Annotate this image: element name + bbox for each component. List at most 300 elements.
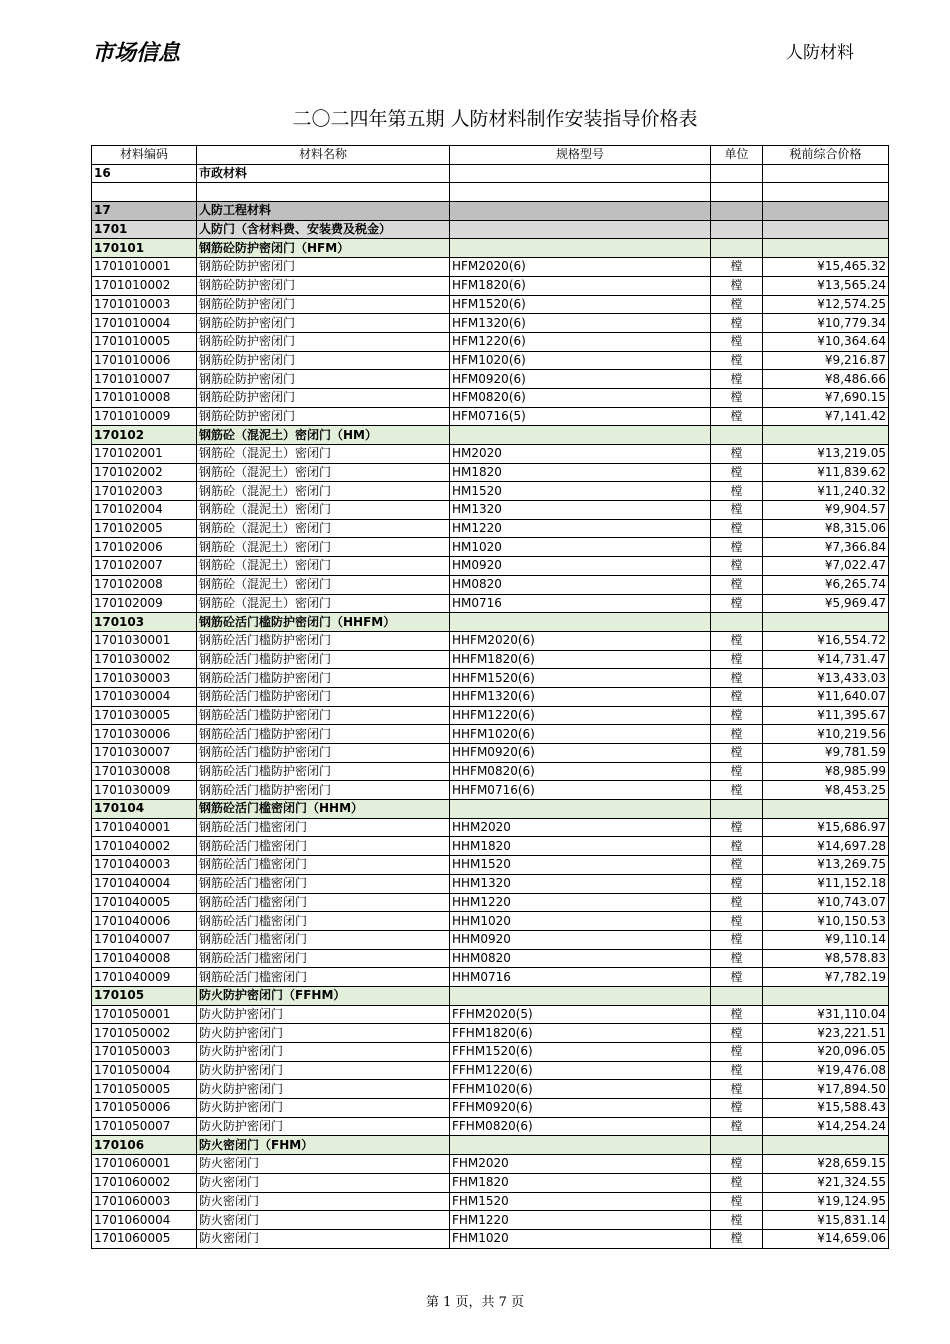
cell-name: 市政材料 bbox=[197, 164, 450, 183]
cell-spec: HHFM1320(6) bbox=[450, 687, 711, 706]
cell-code: 1701030007 bbox=[92, 744, 197, 763]
cell-spec: HHM0716 bbox=[450, 968, 711, 987]
cell-name: 钢筋砼（混泥土）密闭门 bbox=[197, 445, 450, 464]
cell-name: 防火防护密闭门 bbox=[197, 1080, 450, 1099]
cell-spec: HHFM2020(6) bbox=[450, 631, 711, 650]
cell-price bbox=[763, 800, 889, 819]
cell-price: ¥7,366.84 bbox=[763, 538, 889, 557]
cell-unit: 樘 bbox=[711, 445, 763, 464]
cell-price bbox=[763, 613, 889, 632]
cell-unit: 樘 bbox=[711, 1024, 763, 1043]
cell-name: 人防门（含材料费、安装费及税金） bbox=[197, 220, 450, 239]
cell-code: 1701040008 bbox=[92, 949, 197, 968]
cell-price: ¥10,743.07 bbox=[763, 893, 889, 912]
cell-spec: HHM2020 bbox=[450, 818, 711, 837]
cell-spec: FFHM1020(6) bbox=[450, 1080, 711, 1099]
cell-code: 170102007 bbox=[92, 557, 197, 576]
cell-unit: 樘 bbox=[711, 538, 763, 557]
table-row bbox=[92, 183, 889, 202]
cell-code: 1701030004 bbox=[92, 687, 197, 706]
cell-spec: FFHM2020(5) bbox=[450, 1005, 711, 1024]
cell-unit: 樘 bbox=[711, 370, 763, 389]
table-row bbox=[92, 762, 889, 781]
cell-price: ¥6,265.74 bbox=[763, 575, 889, 594]
table-row bbox=[92, 351, 889, 370]
table-header-row bbox=[92, 146, 889, 165]
cell-unit: 樘 bbox=[711, 968, 763, 987]
cell-price: ¥19,476.08 bbox=[763, 1061, 889, 1080]
cell-price: ¥15,465.32 bbox=[763, 258, 889, 277]
cell-price: ¥10,150.53 bbox=[763, 912, 889, 931]
cell-unit bbox=[711, 1136, 763, 1155]
cell-price: ¥14,731.47 bbox=[763, 650, 889, 669]
cell-code: 1701040002 bbox=[92, 837, 197, 856]
cell-code: 170106 bbox=[92, 1136, 197, 1155]
cell-unit: 樘 bbox=[711, 781, 763, 800]
cell-code: 1701 bbox=[92, 220, 197, 239]
cell-unit bbox=[711, 220, 763, 239]
cell-unit bbox=[711, 426, 763, 445]
cell-price: ¥23,221.51 bbox=[763, 1024, 889, 1043]
cell-spec: HFM1520(6) bbox=[450, 295, 711, 314]
cell-unit: 樘 bbox=[711, 295, 763, 314]
table-row bbox=[92, 370, 889, 389]
cell-price: ¥17,894.50 bbox=[763, 1080, 889, 1099]
table-row bbox=[92, 1099, 889, 1118]
table-row bbox=[92, 276, 889, 295]
cell-unit: 樘 bbox=[711, 1155, 763, 1174]
cell-spec: HM1820 bbox=[450, 463, 711, 482]
cell-name: 钢筋砼活门槛防护密闭门 bbox=[197, 631, 450, 650]
cell-code: 170105 bbox=[92, 986, 197, 1005]
cell-code: 1701040004 bbox=[92, 874, 197, 893]
table-row bbox=[92, 930, 889, 949]
table-row bbox=[92, 631, 889, 650]
cell-spec: HHFM0716(6) bbox=[450, 781, 711, 800]
cell-name: 钢筋砼防护密闭门 bbox=[197, 295, 450, 314]
cell-unit: 樘 bbox=[711, 687, 763, 706]
cell-price: ¥7,782.19 bbox=[763, 968, 889, 987]
cell-spec: HHFM0820(6) bbox=[450, 762, 711, 781]
cell-code: 1701050004 bbox=[92, 1061, 197, 1080]
cell-price bbox=[763, 202, 889, 221]
table-row bbox=[92, 239, 889, 258]
cell-name: 钢筋砼（混泥土）密闭门 bbox=[197, 482, 450, 501]
cell-spec: HHFM1020(6) bbox=[450, 725, 711, 744]
cell-spec: HM1520 bbox=[450, 482, 711, 501]
cell-code: 1701060001 bbox=[92, 1155, 197, 1174]
cell-spec: FFHM1220(6) bbox=[450, 1061, 711, 1080]
table-row bbox=[92, 781, 889, 800]
cell-unit bbox=[711, 800, 763, 819]
cell-price bbox=[763, 239, 889, 258]
cell-code: 1701010007 bbox=[92, 370, 197, 389]
table-row bbox=[92, 575, 889, 594]
cell-price bbox=[763, 1136, 889, 1155]
cell-spec: HFM0716(5) bbox=[450, 407, 711, 426]
cell-name: 防火密闭门 bbox=[197, 1211, 450, 1230]
table-row bbox=[92, 1080, 889, 1099]
cell-unit: 樘 bbox=[711, 1192, 763, 1211]
cell-unit: 樘 bbox=[711, 949, 763, 968]
cell-spec: HFM1220(6) bbox=[450, 332, 711, 351]
cell-name: 钢筋砼活门槛防护密闭门（HHFM） bbox=[197, 613, 450, 632]
cell-spec: FHM1020 bbox=[450, 1229, 711, 1248]
cell-price: ¥15,686.97 bbox=[763, 818, 889, 837]
cell-price: ¥10,779.34 bbox=[763, 314, 889, 333]
cell-unit: 樘 bbox=[711, 519, 763, 538]
cell-price: ¥9,110.14 bbox=[763, 930, 889, 949]
table-row bbox=[92, 837, 889, 856]
cell-code: 17 bbox=[92, 202, 197, 221]
table-row bbox=[92, 912, 889, 931]
column-header-price: 税前综合价格 bbox=[763, 146, 889, 165]
cell-price: ¥28,659.15 bbox=[763, 1155, 889, 1174]
cell-price: ¥20,096.05 bbox=[763, 1043, 889, 1062]
cell-name: 钢筋砼防护密闭门（HFM） bbox=[197, 239, 450, 258]
cell-name: 钢筋砼活门槛防护密闭门 bbox=[197, 781, 450, 800]
cell-code: 1701050005 bbox=[92, 1080, 197, 1099]
cell-name: 钢筋砼活门槛防护密闭门 bbox=[197, 706, 450, 725]
table-row bbox=[92, 687, 889, 706]
cell-spec: FHM2020 bbox=[450, 1155, 711, 1174]
table-row bbox=[92, 407, 889, 426]
cell-spec: HM2020 bbox=[450, 445, 711, 464]
cell-spec: HFM2020(6) bbox=[450, 258, 711, 277]
cell-spec: HHFM1220(6) bbox=[450, 706, 711, 725]
cell-price: ¥7,141.42 bbox=[763, 407, 889, 426]
table-row bbox=[92, 893, 889, 912]
cell-code: 1701060004 bbox=[92, 1211, 197, 1230]
cell-name: 钢筋砼防护密闭门 bbox=[197, 332, 450, 351]
table-row bbox=[92, 1211, 889, 1230]
cell-spec: HHM1320 bbox=[450, 874, 711, 893]
cell-name: 钢筋砼（混泥土）密闭门 bbox=[197, 519, 450, 538]
cell-spec bbox=[450, 202, 711, 221]
cell-code: 1701010009 bbox=[92, 407, 197, 426]
cell-unit: 樘 bbox=[711, 725, 763, 744]
cell-unit: 樘 bbox=[711, 557, 763, 576]
table-row bbox=[92, 856, 889, 875]
cell-name: 钢筋砼防护密闭门 bbox=[197, 351, 450, 370]
cell-name: 钢筋砼活门槛密闭门 bbox=[197, 912, 450, 931]
cell-price: ¥8,453.25 bbox=[763, 781, 889, 800]
cell-unit: 樘 bbox=[711, 388, 763, 407]
column-header-name: 材料名称 bbox=[197, 146, 450, 165]
cell-name: 钢筋砼防护密闭门 bbox=[197, 407, 450, 426]
cell-unit bbox=[711, 164, 763, 183]
cell-unit bbox=[711, 183, 763, 202]
cell-code: 1701040007 bbox=[92, 930, 197, 949]
cell-unit: 樘 bbox=[711, 276, 763, 295]
column-header-unit: 单位 bbox=[711, 146, 763, 165]
cell-price: ¥8,985.99 bbox=[763, 762, 889, 781]
cell-price: ¥31,110.04 bbox=[763, 1005, 889, 1024]
table-row bbox=[92, 800, 889, 819]
table-row bbox=[92, 594, 889, 613]
cell-code: 1701010003 bbox=[92, 295, 197, 314]
cell-code bbox=[92, 183, 197, 202]
cell-price: ¥11,640.07 bbox=[763, 687, 889, 706]
cell-spec: HFM0820(6) bbox=[450, 388, 711, 407]
cell-spec: HFM1820(6) bbox=[450, 276, 711, 295]
cell-unit: 樘 bbox=[711, 856, 763, 875]
cell-code: 1701050007 bbox=[92, 1117, 197, 1136]
cell-name: 钢筋砼活门槛密闭门 bbox=[197, 930, 450, 949]
cell-name bbox=[197, 183, 450, 202]
cell-unit: 樘 bbox=[711, 407, 763, 426]
section-label: 人防材料 bbox=[786, 43, 854, 63]
cell-spec: FFHM1820(6) bbox=[450, 1024, 711, 1043]
cell-name: 钢筋砼（混泥土）密闭门 bbox=[197, 594, 450, 613]
cell-price: ¥11,839.62 bbox=[763, 463, 889, 482]
cell-code: 1701010008 bbox=[92, 388, 197, 407]
cell-unit: 樘 bbox=[711, 818, 763, 837]
cell-name: 钢筋砼活门槛防护密闭门 bbox=[197, 650, 450, 669]
cell-name: 钢筋砼活门槛防护密闭门 bbox=[197, 762, 450, 781]
cell-code: 1701030001 bbox=[92, 631, 197, 650]
table-row bbox=[92, 968, 889, 987]
cell-unit: 樘 bbox=[711, 837, 763, 856]
cell-spec bbox=[450, 1136, 711, 1155]
table-row bbox=[92, 949, 889, 968]
cell-price bbox=[763, 183, 889, 202]
cell-unit bbox=[711, 239, 763, 258]
cell-unit: 樘 bbox=[711, 912, 763, 931]
cell-name: 钢筋砼防护密闭门 bbox=[197, 388, 450, 407]
cell-name: 钢筋砼活门槛密闭门（HHM） bbox=[197, 800, 450, 819]
cell-spec: FHM1220 bbox=[450, 1211, 711, 1230]
cell-code: 170103 bbox=[92, 613, 197, 632]
cell-code: 1701030009 bbox=[92, 781, 197, 800]
cell-unit bbox=[711, 613, 763, 632]
cell-code: 170102 bbox=[92, 426, 197, 445]
publication-title: 市场信息 bbox=[92, 41, 181, 66]
cell-code: 170102002 bbox=[92, 463, 197, 482]
cell-price: ¥16,554.72 bbox=[763, 631, 889, 650]
cell-unit: 樘 bbox=[711, 1229, 763, 1248]
table-row bbox=[92, 1061, 889, 1080]
cell-spec: FFHM1520(6) bbox=[450, 1043, 711, 1062]
price-table bbox=[91, 145, 889, 1249]
table-row bbox=[92, 314, 889, 333]
cell-code: 1701030003 bbox=[92, 669, 197, 688]
cell-code: 16 bbox=[92, 164, 197, 183]
cell-name: 防火防护密闭门（FFHM） bbox=[197, 986, 450, 1005]
cell-price: ¥7,690.15 bbox=[763, 388, 889, 407]
cell-name: 钢筋砼防护密闭门 bbox=[197, 370, 450, 389]
cell-price: ¥14,659.06 bbox=[763, 1229, 889, 1248]
cell-spec bbox=[450, 183, 711, 202]
cell-unit: 樘 bbox=[711, 874, 763, 893]
cell-unit: 樘 bbox=[711, 650, 763, 669]
table-row bbox=[92, 650, 889, 669]
cell-unit: 樘 bbox=[711, 1080, 763, 1099]
cell-code: 1701010001 bbox=[92, 258, 197, 277]
cell-name: 防火防护密闭门 bbox=[197, 1117, 450, 1136]
cell-code: 1701030002 bbox=[92, 650, 197, 669]
cell-unit: 樘 bbox=[711, 631, 763, 650]
table-row bbox=[92, 164, 889, 183]
cell-name: 人防工程材料 bbox=[197, 202, 450, 221]
table-row bbox=[92, 258, 889, 277]
cell-price: ¥7,022.47 bbox=[763, 557, 889, 576]
cell-unit: 樘 bbox=[711, 575, 763, 594]
cell-spec: HM1020 bbox=[450, 538, 711, 557]
cell-price: ¥5,969.47 bbox=[763, 594, 889, 613]
cell-spec: HHM0820 bbox=[450, 949, 711, 968]
table-row bbox=[92, 519, 889, 538]
cell-code: 1701030005 bbox=[92, 706, 197, 725]
table-row bbox=[92, 818, 889, 837]
table-row bbox=[92, 1229, 889, 1248]
cell-code: 1701040005 bbox=[92, 893, 197, 912]
cell-spec: HHM1820 bbox=[450, 837, 711, 856]
cell-price: ¥15,588.43 bbox=[763, 1099, 889, 1118]
cell-spec bbox=[450, 800, 711, 819]
cell-code: 1701010005 bbox=[92, 332, 197, 351]
cell-code: 1701040001 bbox=[92, 818, 197, 837]
cell-price bbox=[763, 986, 889, 1005]
cell-unit: 樘 bbox=[711, 1061, 763, 1080]
cell-name: 钢筋砼活门槛密闭门 bbox=[197, 949, 450, 968]
cell-code: 170102008 bbox=[92, 575, 197, 594]
cell-spec: HHFM1520(6) bbox=[450, 669, 711, 688]
cell-spec: HHFM1820(6) bbox=[450, 650, 711, 669]
cell-code: 1701010002 bbox=[92, 276, 197, 295]
cell-code: 170102001 bbox=[92, 445, 197, 464]
cell-price: ¥11,395.67 bbox=[763, 706, 889, 725]
table-row bbox=[92, 986, 889, 1005]
cell-code: 1701030008 bbox=[92, 762, 197, 781]
cell-code: 1701010006 bbox=[92, 351, 197, 370]
cell-code: 1701010004 bbox=[92, 314, 197, 333]
cell-code: 1701060005 bbox=[92, 1229, 197, 1248]
cell-unit: 樘 bbox=[711, 351, 763, 370]
cell-name: 钢筋砼（混泥土）密闭门 bbox=[197, 463, 450, 482]
cell-name: 钢筋砼防护密闭门 bbox=[197, 258, 450, 277]
table-row bbox=[92, 538, 889, 557]
cell-code: 1701040009 bbox=[92, 968, 197, 987]
cell-unit: 樘 bbox=[711, 501, 763, 520]
cell-unit bbox=[711, 202, 763, 221]
cell-price: ¥11,240.32 bbox=[763, 482, 889, 501]
cell-spec bbox=[450, 426, 711, 445]
cell-spec: HHM1020 bbox=[450, 912, 711, 931]
cell-price: ¥10,219.56 bbox=[763, 725, 889, 744]
cell-spec: HFM1020(6) bbox=[450, 351, 711, 370]
cell-code: 170102009 bbox=[92, 594, 197, 613]
table-row bbox=[92, 725, 889, 744]
cell-spec: HM0920 bbox=[450, 557, 711, 576]
cell-spec: HHFM0920(6) bbox=[450, 744, 711, 763]
cell-name: 钢筋砼活门槛密闭门 bbox=[197, 893, 450, 912]
cell-code: 170102006 bbox=[92, 538, 197, 557]
cell-spec bbox=[450, 613, 711, 632]
cell-price: ¥15,831.14 bbox=[763, 1211, 889, 1230]
table-row bbox=[92, 1024, 889, 1043]
cell-name: 钢筋砼活门槛密闭门 bbox=[197, 874, 450, 893]
cell-name: 钢筋砼（混泥土）密闭门 bbox=[197, 575, 450, 594]
table-row bbox=[92, 388, 889, 407]
cell-name: 防火防护密闭门 bbox=[197, 1099, 450, 1118]
cell-price: ¥21,324.55 bbox=[763, 1173, 889, 1192]
cell-spec: HFM0920(6) bbox=[450, 370, 711, 389]
table-row bbox=[92, 557, 889, 576]
page-title: 二〇二四年第五期 人防材料制作安装指导价格表 bbox=[292, 108, 698, 130]
cell-name: 防火防护密闭门 bbox=[197, 1024, 450, 1043]
cell-price: ¥10,364.64 bbox=[763, 332, 889, 351]
cell-spec: HM1320 bbox=[450, 501, 711, 520]
cell-name: 防火密闭门 bbox=[197, 1229, 450, 1248]
table-row bbox=[92, 744, 889, 763]
cell-spec: FHM1520 bbox=[450, 1192, 711, 1211]
table-row bbox=[92, 706, 889, 725]
cell-spec bbox=[450, 239, 711, 258]
cell-price: ¥8,486.66 bbox=[763, 370, 889, 389]
column-header-spec: 规格型号 bbox=[450, 146, 711, 165]
cell-name: 防火密闭门 bbox=[197, 1173, 450, 1192]
cell-spec bbox=[450, 220, 711, 239]
cell-unit: 樘 bbox=[711, 1173, 763, 1192]
cell-code: 1701030006 bbox=[92, 725, 197, 744]
cell-spec: HM0716 bbox=[450, 594, 711, 613]
cell-unit: 樘 bbox=[711, 258, 763, 277]
table-row bbox=[92, 501, 889, 520]
cell-code: 1701040006 bbox=[92, 912, 197, 931]
cell-code: 170102004 bbox=[92, 501, 197, 520]
cell-price: ¥14,254.24 bbox=[763, 1117, 889, 1136]
cell-name: 防火防护密闭门 bbox=[197, 1043, 450, 1062]
table-row bbox=[92, 1155, 889, 1174]
cell-code: 170104 bbox=[92, 800, 197, 819]
cell-unit: 樘 bbox=[711, 669, 763, 688]
cell-spec: FFHM0820(6) bbox=[450, 1117, 711, 1136]
cell-spec: HHM1220 bbox=[450, 893, 711, 912]
cell-spec: HHM1520 bbox=[450, 856, 711, 875]
cell-price bbox=[763, 164, 889, 183]
cell-unit: 樘 bbox=[711, 1211, 763, 1230]
table-row bbox=[92, 1117, 889, 1136]
cell-price: ¥9,904.57 bbox=[763, 501, 889, 520]
cell-unit: 樘 bbox=[711, 482, 763, 501]
column-header-code: 材料编码 bbox=[92, 146, 197, 165]
table-row bbox=[92, 1043, 889, 1062]
cell-price: ¥11,152.18 bbox=[763, 874, 889, 893]
cell-code: 170102003 bbox=[92, 482, 197, 501]
cell-unit: 樘 bbox=[711, 762, 763, 781]
page-number: 第 1 页，共 7 页 bbox=[425, 1295, 525, 1310]
table-row bbox=[92, 463, 889, 482]
cell-price: ¥8,315.06 bbox=[763, 519, 889, 538]
table-row bbox=[92, 220, 889, 239]
cell-unit: 樘 bbox=[711, 314, 763, 333]
cell-spec: HM1220 bbox=[450, 519, 711, 538]
table-row bbox=[92, 1173, 889, 1192]
cell-unit: 樘 bbox=[711, 1043, 763, 1062]
cell-name: 钢筋砼活门槛防护密闭门 bbox=[197, 725, 450, 744]
cell-spec: HFM1320(6) bbox=[450, 314, 711, 333]
cell-code: 170102005 bbox=[92, 519, 197, 538]
table-row bbox=[92, 426, 889, 445]
cell-name: 钢筋砼活门槛密闭门 bbox=[197, 837, 450, 856]
cell-unit: 樘 bbox=[711, 463, 763, 482]
cell-code: 1701060002 bbox=[92, 1173, 197, 1192]
cell-code: 1701050002 bbox=[92, 1024, 197, 1043]
table-row bbox=[92, 1136, 889, 1155]
cell-name: 钢筋砼活门槛密闭门 bbox=[197, 968, 450, 987]
cell-unit: 樘 bbox=[711, 744, 763, 763]
